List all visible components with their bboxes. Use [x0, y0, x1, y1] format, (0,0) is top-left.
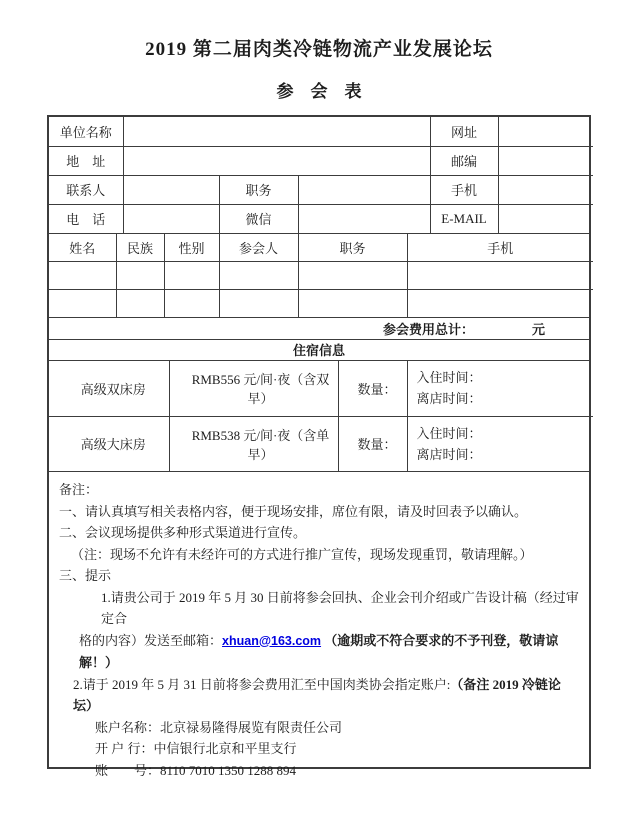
name-column-header: 姓名	[49, 234, 116, 261]
attendee-mobile-input-cell[interactable]	[407, 261, 593, 289]
attendee-title-input-cell[interactable]	[298, 289, 407, 317]
king-room-qty-cell[interactable]: 数量：	[338, 416, 407, 471]
contact-info-table	[49, 117, 593, 233]
attendee-ethnicity-input-cell[interactable]	[116, 289, 164, 317]
note-item-3-2-bold: （备注 2019 冷链论坛）	[73, 676, 561, 713]
attendee-name-input-cell[interactable]	[49, 261, 116, 289]
contact-person-input-cell[interactable]	[123, 175, 219, 204]
checkout-label: 离店时间：	[416, 446, 482, 462]
king-room-dates-cell[interactable]	[407, 416, 593, 471]
note-item-3-1-line2-text: 格的内容）发送至邮箱：	[79, 632, 223, 648]
attendee-header-row	[49, 234, 593, 261]
contact-person-label: 联系人	[49, 175, 123, 204]
ethnicity-column-header: 民族	[116, 234, 164, 261]
attendee-title-input-cell[interactable]	[298, 261, 407, 289]
attendee-mobile-input-cell[interactable]	[407, 289, 593, 317]
attendee-section	[49, 234, 589, 318]
email-input-cell[interactable]	[498, 204, 593, 233]
postal-code-label: 邮编	[430, 146, 498, 175]
table-row	[49, 204, 593, 233]
note-item-3-1-line2	[59, 630, 579, 674]
checkin-label: 入住时间：	[416, 370, 482, 386]
notes-section	[49, 472, 589, 778]
address-label: 地 址	[49, 146, 123, 175]
table-row	[49, 117, 593, 146]
note-item-3-1-bold: （逾期或不符合要求的不予刊登，敬请谅解！）	[79, 632, 559, 670]
company-name-label: 单位名称	[49, 117, 123, 146]
attendee-gender-input-cell[interactable]	[164, 289, 219, 317]
king-room-label: 高级大床房	[49, 416, 169, 471]
note-item-3: 三、提示	[59, 568, 112, 583]
attendee-column-header: 参会人	[219, 234, 298, 261]
email-label: E-MAIL	[430, 204, 498, 233]
page-subtitle: 参 会 表	[276, 82, 362, 101]
note-item-3-1-line1: 1.请贵公司于 2019 年 5 月 30 日前将参会回执、企业会刊介绍或广告设计稿（经过审定合	[101, 589, 579, 626]
contact-mobile-label: 手机	[430, 175, 498, 204]
attendee-gender-input-cell[interactable]	[164, 261, 219, 289]
note-item-3-2-text: 2.请于 2019 年 5 月 31 日前将参会费用汇至中国肉类协会指定账户:	[73, 676, 451, 692]
attendee-ethnicity-input-cell[interactable]	[116, 261, 164, 289]
twin-room-qty-cell[interactable]: 数量：	[338, 361, 407, 416]
registration-form	[47, 115, 591, 778]
contact-info-section	[49, 117, 589, 234]
phone-label: 电 话	[49, 204, 123, 233]
attendee-empty-row	[49, 261, 593, 289]
note-item-2-sub: （注：现场不允许有未经许可的方式进行推广宣传，现场发现重罚，敬请理解。）	[71, 546, 533, 562]
table-row	[49, 175, 593, 204]
attendee-person-input-cell[interactable]	[219, 289, 298, 317]
attendee-table	[49, 234, 593, 317]
account-name-line: 账户名称：北京禄易隆得展览有限责任公司	[95, 719, 343, 735]
king-room-price: RMB538 元/间·夜（含单早）	[169, 416, 338, 471]
fee-total-row[interactable]	[49, 318, 589, 340]
table-row	[49, 146, 593, 175]
gender-column-header: 性别	[164, 234, 219, 261]
address-input-cell[interactable]	[123, 146, 430, 175]
fee-total-label: 参会费用总计：	[382, 322, 474, 337]
twin-room-price: RMB556 元/间·夜（含双早）	[169, 361, 338, 416]
fee-unit-label: 元	[531, 322, 545, 337]
twin-room-row	[49, 361, 593, 416]
contact-title-input-cell[interactable]	[298, 175, 430, 204]
website-label: 网址	[430, 117, 498, 146]
wechat-label: 微信	[219, 204, 298, 233]
page-title: 2019 第二届肉类冷链物流产业发展论坛	[145, 39, 493, 60]
king-room-row	[49, 416, 593, 471]
checkin-label: 入住时间：	[416, 425, 482, 441]
note-item-2: 二、会议现场提供多种形式渠道进行宣传。	[59, 525, 307, 540]
website-input-cell[interactable]	[498, 117, 593, 146]
twin-room-dates-cell[interactable]	[407, 361, 593, 416]
phone-input-cell[interactable]	[123, 204, 219, 233]
notes-header: 备注：	[59, 482, 99, 497]
title-column-header: 职务	[298, 234, 407, 261]
bank-line: 开 户 行：中信银行北京和平里支行	[95, 741, 297, 756]
twin-room-label: 高级双床房	[49, 361, 169, 416]
contact-title-label: 职务	[219, 175, 298, 204]
attendee-name-input-cell[interactable]	[49, 289, 116, 317]
company-name-input-cell[interactable]	[123, 117, 430, 146]
mobile-column-header: 手机	[407, 234, 593, 261]
lodging-section-header: 住宿信息	[49, 340, 589, 361]
lodging-section	[49, 361, 589, 472]
attendee-empty-row	[49, 289, 593, 317]
postal-code-input-cell[interactable]	[498, 146, 593, 175]
account-number-line: 账 号：8110 7010 1350 1288 894	[95, 762, 297, 778]
note-item-1: 一、请认真填写相关表格内容，便于现场安排，席位有限，请及时回表予以确认。	[59, 503, 528, 519]
contact-mobile-input-cell[interactable]	[498, 175, 593, 204]
checkout-label: 离店时间：	[416, 391, 482, 407]
attendee-person-input-cell[interactable]	[219, 261, 298, 289]
wechat-input-cell[interactable]	[298, 204, 430, 233]
email-link[interactable]: xhuan@163.com	[222, 633, 322, 648]
note-item-3-2	[59, 674, 579, 717]
lodging-table	[49, 361, 593, 471]
